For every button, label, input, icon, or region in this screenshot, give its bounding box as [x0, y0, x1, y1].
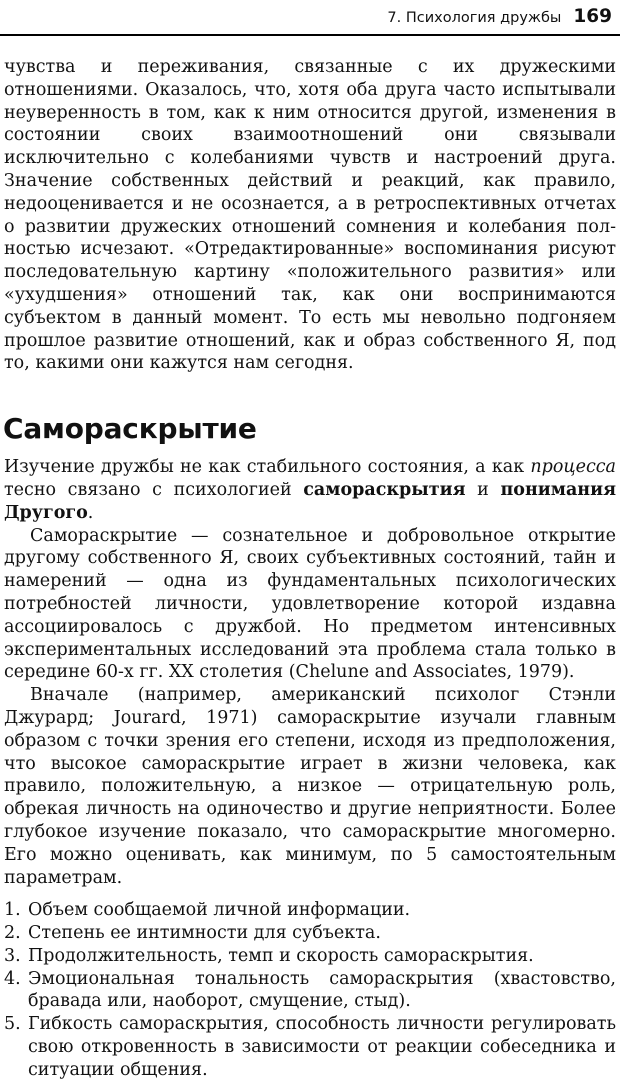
paragraph-intro	[4, 456, 616, 524]
text-run: и	[465, 479, 501, 500]
emphasis-process: процесса	[530, 457, 616, 478]
list-text: Объем сообщаемой личной информации.	[28, 900, 411, 921]
list-item	[4, 968, 616, 1014]
list-number: 1.	[4, 900, 21, 921]
list-number: 4.	[4, 968, 21, 989]
paragraph-definition: Самораскрытие — сознательное и добровольное открытие другому собственного Я, своих субъективных состояний, тайн и намерений — одна из фундаментальных психологических потребностей личности, удовлетворение которой издавна ассоциировалось с дружбой. Но предметом интенсивных экспериментальных исследований эта проблема стала только в середине 60-х гг. XX столетия (Chelune and Associates, 1979).	[4, 525, 616, 683]
text-run: Изучение дружбы не как стабильного состояния, а как	[4, 457, 531, 478]
list-number: 5.	[4, 1014, 21, 1035]
list-number: 2.	[4, 923, 21, 944]
section-heading: Самораскрытие	[3, 412, 257, 446]
parameters-list	[4, 899, 616, 1081]
list-text: Продолжительность, темп и скорость самораскрытия.	[28, 945, 534, 966]
list-number: 3.	[4, 945, 21, 966]
running-header	[0, 0, 620, 36]
term-self-disclosure: самораскрытия	[303, 479, 466, 500]
list-text: Степень ее интимности для субъекта.	[28, 923, 381, 944]
list-item	[4, 899, 616, 922]
list-item	[4, 1013, 616, 1081]
list-item	[4, 922, 616, 945]
paragraph-history: Вначале (например, американский психолог Стэнли Джурард; Jourard, 1971) самораскрытие изучали главным образом с точки зрения его степени, исходя из предположения, что высокое самораскрытие играет в жизни человека, как правило, положительную, а низкое — отрицательную роль, обрекая личность на одиночество и другие неприятности. Более глубокое изучение показало, что самораскрытие многомерно. Его можно оценивать, как минимум, по 5 самостоятельным параметрам.	[4, 685, 616, 888]
list-text: Гибкость самораскрытия, способность личности регулировать свою откровенность в зависимости от реакции собеседника и ситуации общения.	[28, 1014, 616, 1080]
page-number: 169	[573, 6, 612, 27]
chapter-title: 7. Психология дружбы	[387, 10, 562, 26]
page-body	[4, 56, 616, 1082]
text-run: .	[87, 502, 94, 523]
text-run: тесно связано с психологией	[4, 479, 304, 500]
term-understanding-other: понимания Другого	[4, 479, 616, 523]
list-text: Эмоциональная тональность самораскрытия (хвастовство, бравада или, наоборот, смущение, стыд).	[28, 968, 616, 1012]
paragraph-continuation: чувства и переживания, связанные с их дружескими отношениями. Оказалось, что, хотя оба друга часто испытывали неуверенность в том, как к ним относится другой, изменения в состоянии своих взаимоотношений они связывали исключительно с колебаниями чувств и настроений друга. Значение собственных действий и реакций, как правило, недооценивается и не осознается, а в ретроспективных отчетах о развитии дружеских отношений сомнения и колебания полностью исчезают. «Отредактированные» воспоминания рисуют последовательную картину «положительного развития» или «ухудшения» отношений так, как они воспринимаются субъектом в данный момент. То есть мы невольно подгоняем прошлое развитие отношений, как и образ собственного Я, под то, какими они кажутся нам сегодня.	[4, 57, 616, 374]
list-item	[4, 945, 616, 968]
